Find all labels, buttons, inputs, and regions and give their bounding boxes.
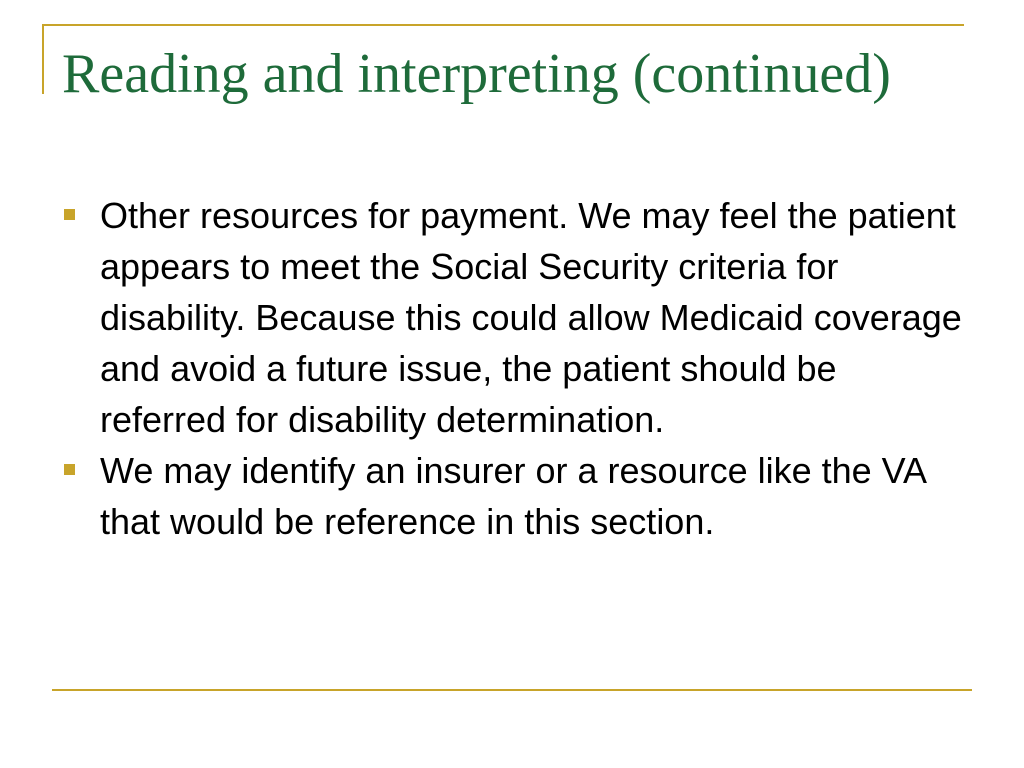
bullet-list (62, 190, 972, 547)
bullet-text: Other resources for payment. We may feel the patient appears to meet the Social Security criteria for disability. Because this could allow Medicaid coverage and avoid a future issue, the patient should be referred for disability determination. (100, 195, 962, 440)
footer-rule (52, 689, 972, 691)
bullet-text: We may identify an insurer or a resource like the VA that would be reference in this section. (100, 450, 926, 542)
title-frame-top-rule (42, 24, 964, 26)
square-bullet-icon (64, 464, 75, 475)
bullet-item-insurer (62, 445, 972, 547)
square-bullet-icon (64, 209, 75, 220)
title-frame-vertical-rule (42, 24, 44, 94)
slide-title: Reading and interpreting (continued) (62, 43, 891, 105)
bullet-item-other-resources (62, 190, 972, 445)
